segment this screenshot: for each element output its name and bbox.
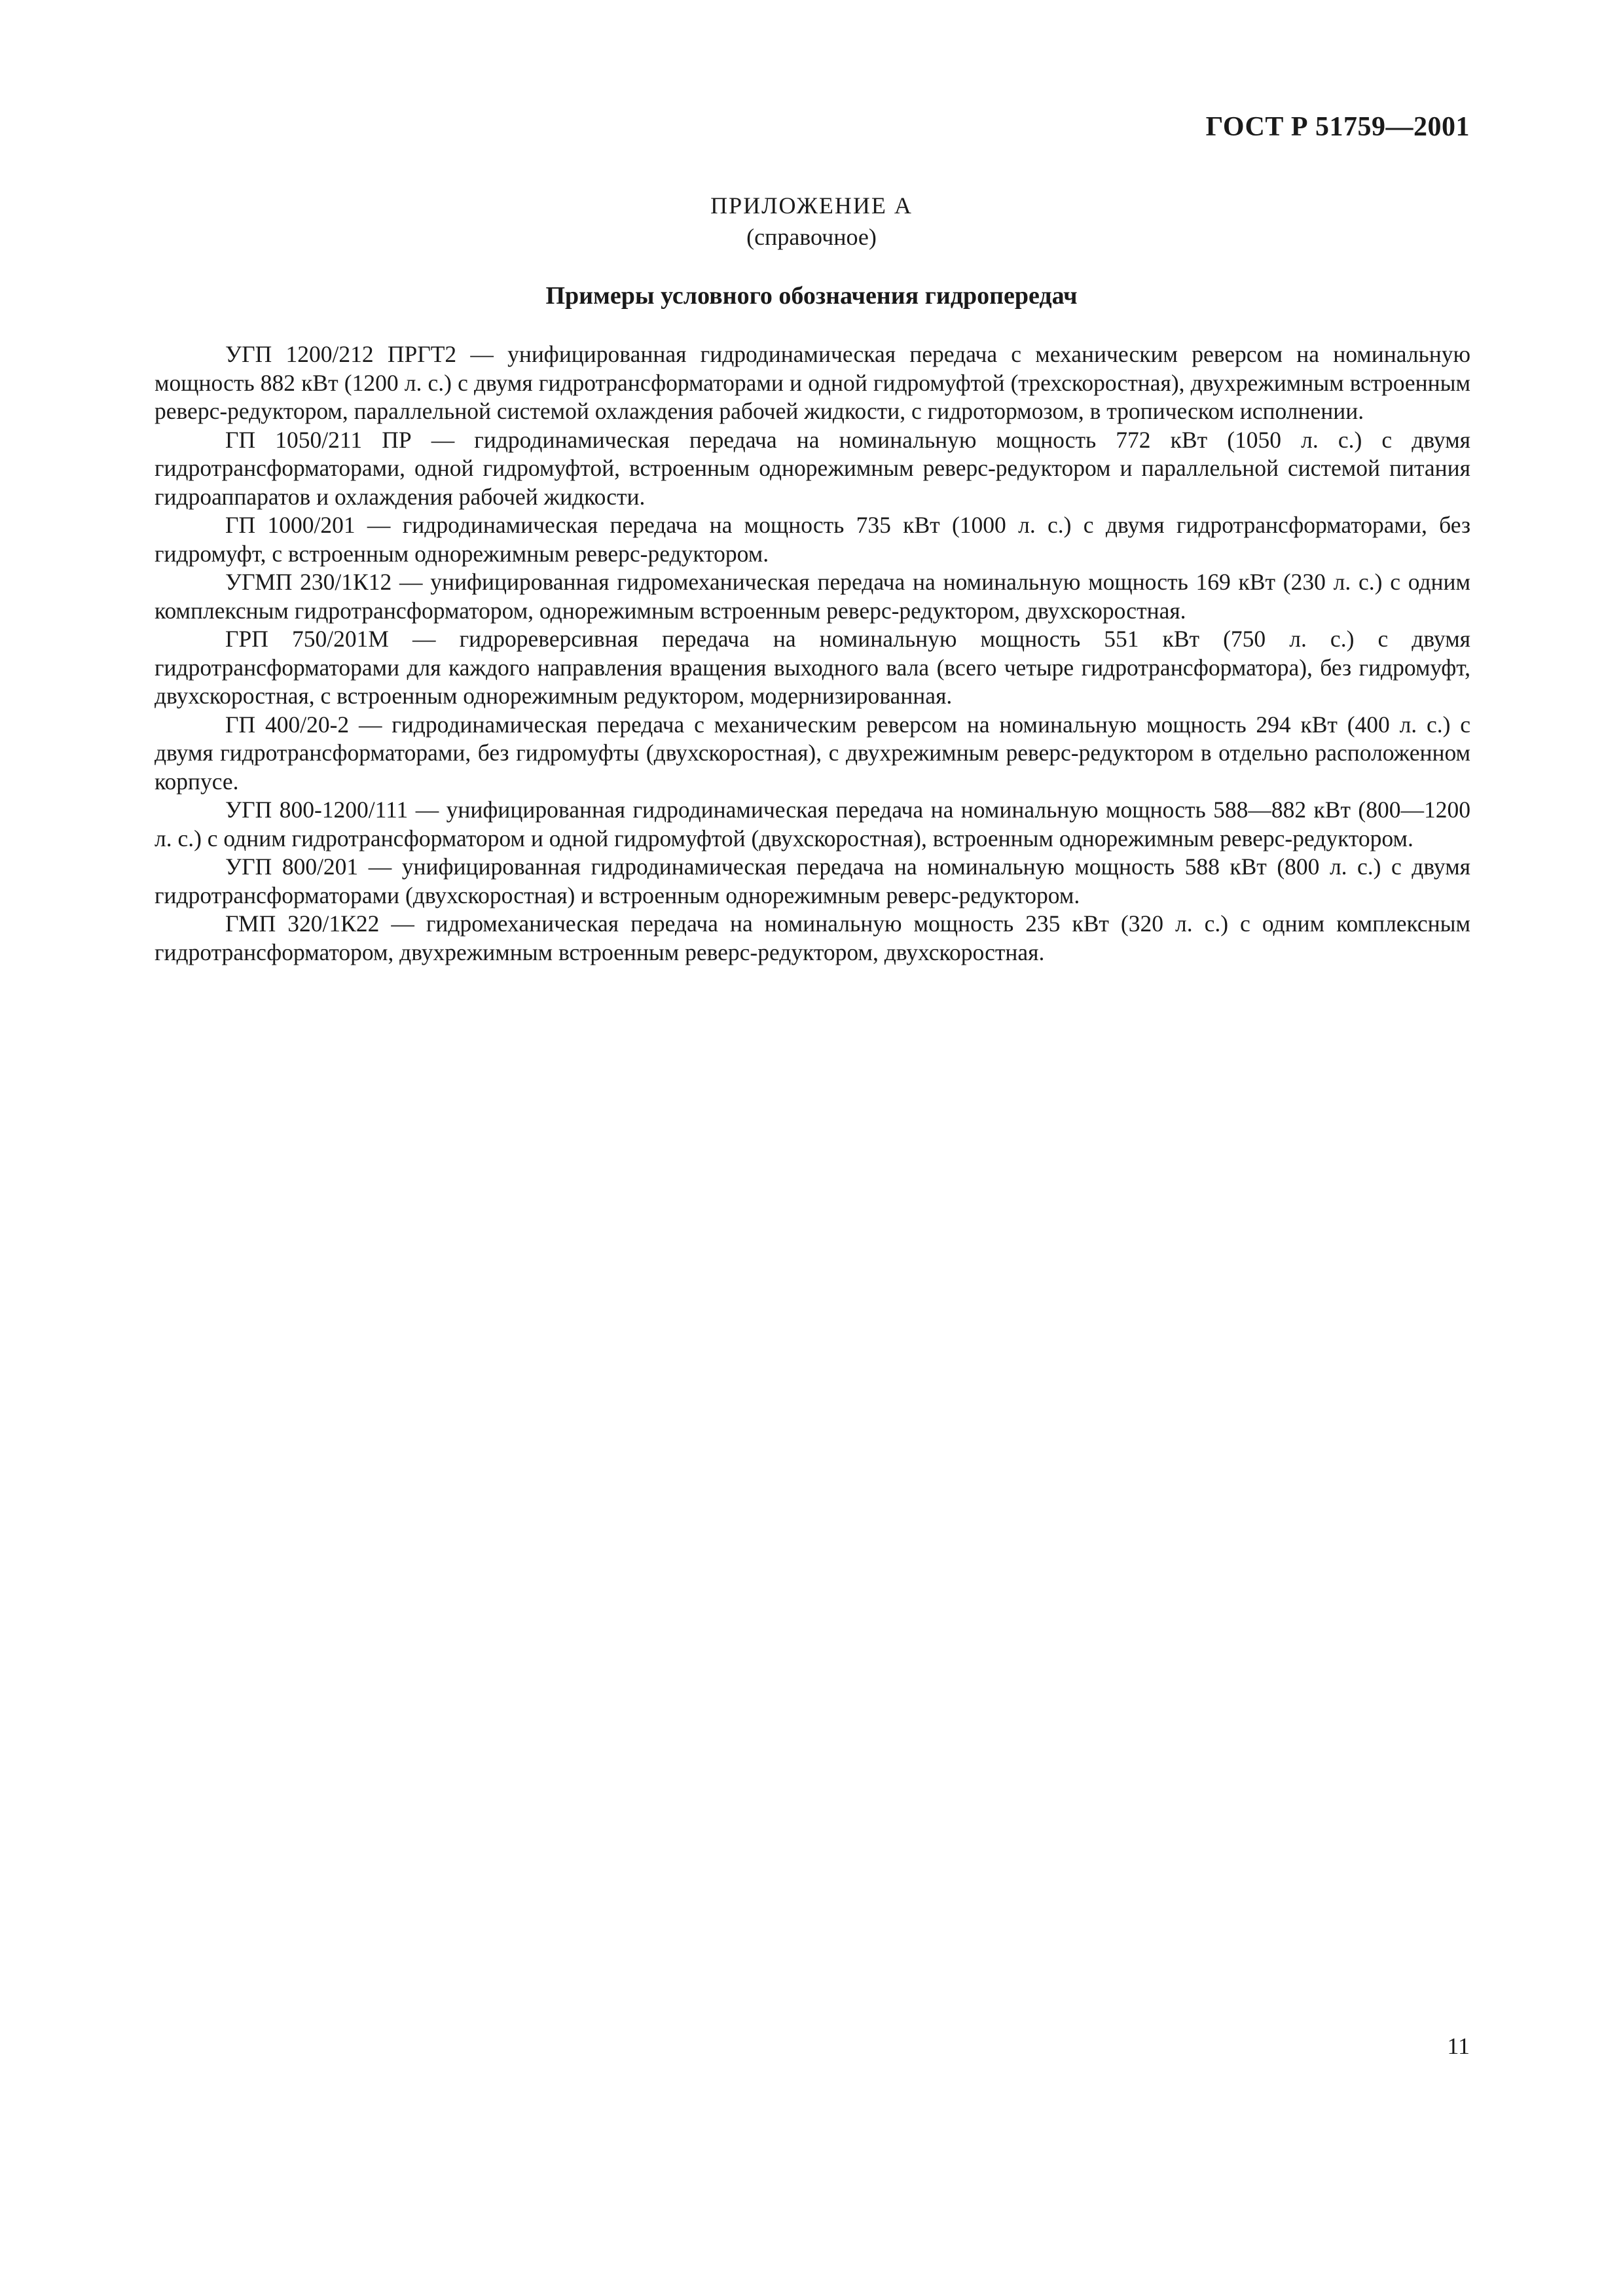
page-number: 11	[1447, 2033, 1470, 2059]
paragraph: ГП 1000/201 — гидродинамическая передача на мощность 735 кВт (1000 л. с.) с двумя гидротрансформаторами, без гидромуфт, с встроенным однорежимным реверс-редуктором.	[155, 512, 1470, 567]
appendix-subtitle: (справочное)	[746, 224, 877, 250]
paragraph: ГП 400/20-2 — гидродинамическая передача с механическим реверсом на номинальную мощность 294 кВт (400 л. с.) с двумя гидротрансформаторами, без гидромуфты (двухскоростная), с двухрежимным реверс-редуктором в отдельно расположенном корпусе.	[155, 711, 1470, 795]
paragraph: УГП 1200/212 ПРГТ2 — унифицированная гидродинамическая передача с механическим реверсом на номинальную мощность 882 кВт (1200 л. с.) с двумя гидротрансформаторами и одной гидромуфтой (трехскоростная), двухрежимным встроенным реверс-редуктором, параллельной системой охлаждения рабочей жидкости, с гидротормозом, в тропическом исполнении.	[155, 341, 1470, 424]
paragraph: УГП 800/201 — унифицированная гидродинамическая передача на номинальную мощность 588 кВт (800 л. с.) с двумя гидротрансформаторами (двухскоростная) и встроенным однорежимным реверс-редуктором.	[155, 853, 1470, 908]
paragraph: УГП 800-1200/111 — унифицированная гидродинамическая передача на номинальную мощность 588—882 кВт (800—1200 л. с.) с одним гидротрансформатором и одной гидромуфтой (двухскоростная), встроенным однорежимным реверс-редуктором.	[155, 797, 1470, 852]
appendix-block	[0, 190, 1623, 253]
standard-code: ГОСТ Р 51759—2001	[1205, 112, 1470, 142]
section-heading: Примеры условного обозначения гидропередач	[545, 282, 1078, 310]
body-text	[155, 340, 1470, 967]
paragraph: УГМП 230/1К12 — унифицированная гидромеханическая передача на номинальную мощность 169 кВт (230 л. с.) с одним комплексным гидротрансформатором, однорежимным встроенным реверс-редуктором, двухскоростная.	[155, 569, 1470, 624]
appendix-title: ПРИЛОЖЕНИЕ А	[710, 192, 913, 219]
paragraph: ГРП 750/201М — гидрореверсивная передача на номинальную мощность 551 кВт (750 л. с.) с двумя гидротрансформаторами для каждого направления вращения выходного вала (всего четыре гидротрансформатора), без гидромуфт, двухскоростная, с встроенным однорежимным редуктором, модернизированная.	[155, 626, 1470, 709]
paragraph: ГМП 320/1К22 — гидромеханическая передача на номинальную мощность 235 кВт (320 л. с.) с одним комплексным гидротрансформатором, двухрежимным встроенным реверс-редуктором, двухскоростная.	[155, 910, 1470, 965]
paragraph: ГП 1050/211 ПР — гидродинамическая передача на номинальную мощность 772 кВт (1050 л. с.) с двумя гидротрансформаторами, одной гидромуфтой, встроенным однорежимным реверс-редуктором и параллельной системой питания гидроаппаратов и охлаждения рабочей жидкости.	[155, 426, 1470, 510]
